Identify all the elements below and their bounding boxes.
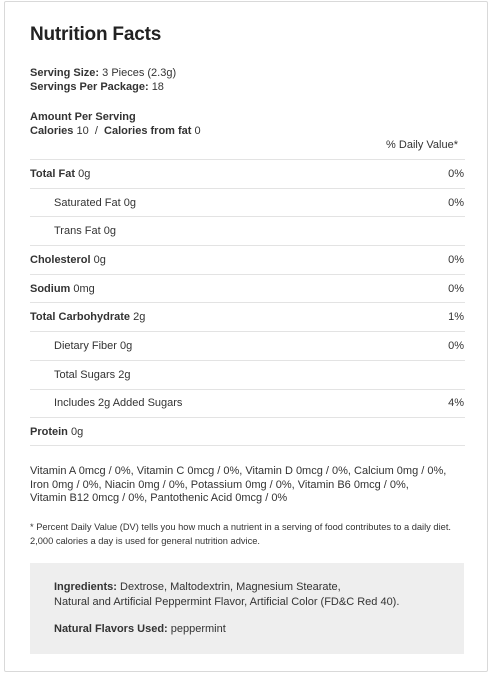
ingredients-box	[30, 563, 464, 654]
nutrient-name: Total Sugars	[54, 368, 116, 381]
natural-flavors-value: peppermint	[170, 623, 226, 635]
nutrient-amount: 0g	[70, 425, 84, 438]
footnote-line: * Percent Daily Value (DV) tells you how much a nutrient in a serving of food contributes to a daily diet.	[30, 522, 451, 532]
amount-per-serving: Amount Per Serving	[30, 111, 136, 123]
nutrient-label	[30, 225, 116, 237]
nutrient-row	[30, 331, 465, 360]
nutrient-row	[30, 360, 465, 389]
nutrient-daily-value: 0%	[448, 196, 464, 209]
vitamins-line: Vitamin B12 0mcg / 0%, Pantothenic Acid 0mcg / 0%	[30, 492, 288, 504]
nutrient-row	[30, 274, 465, 303]
nutrient-label	[30, 311, 145, 323]
nutrient-table	[30, 159, 465, 446]
nutrient-name: Protein	[30, 425, 68, 438]
nutrient-row	[30, 188, 465, 217]
calories-value: 10	[76, 125, 89, 137]
ingredients-text	[54, 580, 454, 609]
natural-flavors-label: Natural Flavors Used:	[54, 623, 168, 635]
nutrient-row	[30, 302, 465, 331]
nutrient-name: Dietary Fiber	[54, 339, 117, 352]
calories-line	[30, 124, 201, 138]
nutrient-row	[30, 216, 465, 245]
natural-flavors	[54, 623, 226, 635]
nutrient-amount: 2g	[133, 311, 146, 324]
nutrient-name: Total Carbohydrate	[30, 311, 131, 324]
nutrient-label	[30, 197, 136, 209]
servings-per-package	[30, 80, 164, 94]
vitamins-line: Iron 0mg / 0%, Niacin 0mg / 0%, Potassium 0mg / 0%, Vitamin B6 0mcg / 0%,	[30, 478, 409, 491]
calories-separator: /	[94, 125, 98, 137]
page-title: Nutrition Facts	[30, 24, 162, 45]
serving-size-label: Serving Size:	[30, 67, 100, 79]
nutrient-daily-value: 0%	[448, 282, 464, 295]
nutrient-name: Saturated Fat	[54, 196, 121, 209]
nutrient-row	[30, 159, 465, 188]
nutrient-label	[30, 397, 182, 409]
nutrient-daily-value: 0%	[448, 167, 464, 180]
nutrient-label	[30, 369, 130, 381]
nutrient-name: Sodium	[30, 282, 71, 295]
nutrient-daily-value: 0%	[448, 339, 464, 352]
nutrient-label	[30, 254, 106, 266]
nutrient-name: Trans Fat	[54, 225, 101, 238]
nutrient-name: Cholesterol	[30, 253, 91, 266]
nutrient-row	[30, 389, 465, 418]
servings-per-package-label: Servings Per Package:	[30, 81, 149, 93]
nutrient-label	[30, 426, 83, 438]
ingredients-line-1: Dextrose, Maltodextrin, Magnesium Stearate,	[120, 581, 341, 593]
nutrient-amount: 2g	[118, 368, 131, 381]
calories-from-fat-label: Calories from fat	[104, 125, 192, 137]
footnote-line: 2,000 calories a day is used for general nutrition advice.	[30, 536, 260, 546]
nutrient-row	[30, 245, 465, 274]
nutrient-amount: 0g	[123, 196, 136, 209]
nutrient-label	[30, 168, 90, 180]
nutrient-daily-value: 0%	[448, 253, 464, 266]
calories-label: Calories	[30, 125, 74, 137]
nutrient-name: Includes 2g Added Sugars	[54, 397, 183, 410]
nutrient-daily-value: 1%	[448, 311, 464, 324]
servings-per-package-value: 18	[151, 81, 164, 93]
nutrient-amount: 0g	[78, 167, 91, 180]
serving-size-value: 3 Pieces (2.3g)	[102, 67, 177, 79]
nutrient-amount: 0g	[103, 225, 116, 238]
nutrient-amount: 0g	[120, 339, 133, 352]
nutrient-label	[30, 283, 95, 295]
daily-value-header: % Daily Value*	[386, 139, 458, 151]
nutrient-row	[30, 417, 465, 446]
ingredients-label: Ingredients:	[54, 581, 117, 593]
nutrient-label	[30, 340, 132, 352]
vitamins-line: Vitamin A 0mcg / 0%, Vitamin C 0mcg / 0%, Vitamin D 0mcg / 0%, Calcium 0mg / 0%,	[30, 465, 447, 477]
nutrient-amount: 0g	[93, 253, 106, 266]
vitamins-minerals	[30, 465, 470, 506]
ingredients-line-2: Natural and Artificial Peppermint Flavor, Artificial Color (FD&C Red 40).	[54, 595, 400, 608]
nutrient-daily-value: 4%	[448, 397, 464, 410]
nutrient-name: Total Fat	[30, 167, 76, 180]
nutrition-facts-panel	[4, 1, 488, 672]
serving-size	[30, 66, 176, 80]
daily-value-footnote	[30, 520, 475, 548]
calories-from-fat-value: 0	[194, 125, 201, 137]
nutrient-amount: 0mg	[73, 282, 95, 295]
